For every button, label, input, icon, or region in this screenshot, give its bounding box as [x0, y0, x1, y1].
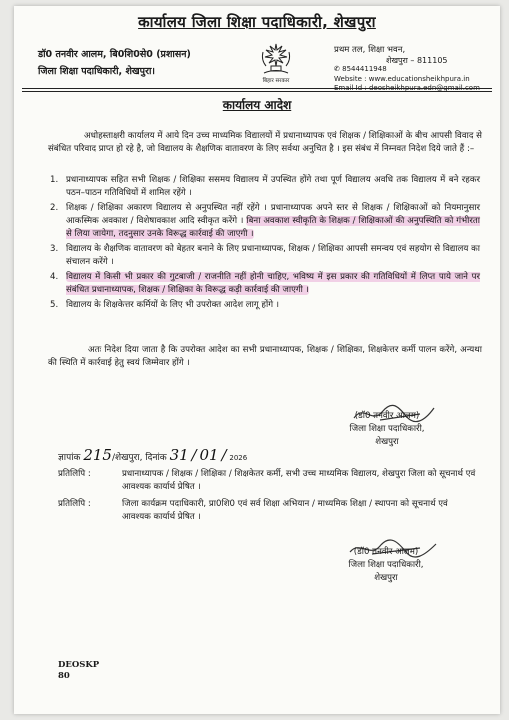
- direction-item: [50, 243, 480, 269]
- header-divider: [22, 88, 492, 89]
- dispatch-month: 01: [199, 446, 219, 464]
- direction-item: [50, 299, 480, 312]
- direction-number: 2.: [50, 203, 59, 213]
- officer-name: डॉ0 तनवीर आलम, बि0शि0से0 (प्रशासन): [38, 49, 191, 60]
- closing-paragraph: अतः निदेश दिया जाता है कि उपरोक्त आदेश का सभी प्रधानाध्यापक, शिक्षक / शिक्षिका, शिक्षकेत्तर कर्मी पालन करेंगे, अन्यथा की स्थिति में कार्रवाई हेतु स्वयं जिम्मेवार होंगे ।: [48, 345, 482, 368]
- signatory-place: शेखपुरा: [374, 573, 398, 583]
- direction-number: 4.: [50, 272, 59, 282]
- direction-text: [66, 202, 480, 241]
- phone-icon: ✆: [334, 65, 340, 73]
- dispatch-place: /शेखपुरा, दिनांक: [111, 453, 167, 463]
- direction-number: 1.: [50, 175, 59, 185]
- signatory-designation: जिला शिक्षा पदाधिकारी,: [349, 424, 425, 434]
- address-line-2: शेखपुरा – 811105: [386, 55, 448, 65]
- dispatch-year: 2026: [229, 454, 248, 462]
- signature-block: [316, 546, 456, 585]
- dispatch-line: ज्ञापांक 215/शेखपुरा, दिनांक 31 / 01 / 2026: [58, 446, 248, 464]
- phone-text: 8544411948: [342, 65, 387, 73]
- copy-text: प्रधानाध्यापक / शिक्षक / शिक्षिका / शिक्षकेतर कर्मी, सभी उच्च माध्यमिक विद्यालय, शेखपुरा जिला को सूचनार्थ एवं आवश्यक कार्यार्थ प्रेषित ।: [122, 469, 476, 492]
- email-link[interactable]: Email Id : deosheikhpura.edn@gmail.com: [334, 84, 480, 92]
- signatory-designation: जिला शिक्षा पदाधिकारी,: [348, 560, 424, 570]
- dispatch-number: 215: [83, 446, 112, 464]
- direction-plain-text: विद्यालय के शिक्षकेत्तर कर्मियों के लिए भी उपरोक्त आदेश लागू होंगे ।: [66, 300, 280, 310]
- office-title: कार्यालय जिला शिक्षा पदाधिकारी, शेखपुरा: [138, 13, 376, 31]
- signatory-name: (डॉ0 तनवीर आलम): [354, 411, 420, 421]
- signature-block: [322, 410, 452, 449]
- phone-number: [334, 65, 480, 75]
- signatory-name: (डॉ0 तनवीर आलम): [353, 547, 419, 557]
- direction-item: [50, 271, 480, 297]
- direction-plain-text: शिक्षक / शिक्षिका अकारण विद्यालय से अनुपस्थित नहीं रहेंगे । प्रधानाध्यापक अपने स्तर से शिक्षक / शिक्षिकाओं को नियमानुसार आकस्मिक अवकाश / विशेषावकाश आदि स्वीकृत करेंगे ।: [66, 203, 480, 226]
- header-divider-thin: [22, 91, 492, 92]
- bihar-emblem-icon: [260, 42, 292, 76]
- order-subject: कार्यालय आदेश: [222, 98, 292, 112]
- address-line-1: प्रथम तल, शिक्षा भवन,: [334, 45, 406, 55]
- footer-page-number: 80: [58, 671, 70, 681]
- document-page: [14, 6, 500, 714]
- signatory-place: शेखपुरा: [375, 437, 399, 447]
- direction-item: [50, 202, 480, 241]
- dispatch-label: ज्ञापांक: [58, 453, 81, 463]
- direction-text: [66, 243, 480, 269]
- copy-to-item: [58, 468, 478, 494]
- copy-label: प्रतिलिपि :: [58, 499, 91, 509]
- direction-number: 5.: [50, 300, 59, 310]
- footer-code: DEOSKP: [58, 660, 100, 670]
- dispatch-day: 31: [169, 446, 189, 464]
- highlighted-text: विद्यालय में किसी भी प्रकार की गुटबाजी / राजनीति नहीं होनी चाहिए, भविष्य में इस प्रकार की गतिविधियों में लिप्त पाये जाने पर संबंधित प्रधानाध्यापक, शिक्षक / शिक्षिका के विरूद्ध कड़ी कार्रवाई की जाएगी ।: [66, 272, 480, 295]
- address-block: [334, 46, 480, 94]
- footer-reference: [58, 660, 99, 682]
- copy-label: प्रतिलिपि :: [58, 469, 91, 479]
- intro-paragraph: अधोहस्ताक्षरी कार्यालय में आये दिन उच्च माध्यमिक विद्यालयों में प्रधानाध्यापक एवं शिक्षक / शिक्षिकाओं के बीच आपसी विवाद से संबंधित परिवाद प्राप्त हो रहे है, जो विद्यालय के शैक्षणिक वातावरण के लिए सर्वथा अनुचित है । इस संबंध में निम्नवत निदेश दिये जाते हैं :–: [48, 131, 482, 154]
- website-link[interactable]: Website : www.educationsheikhpura.in: [334, 74, 470, 83]
- directions-list: [50, 174, 480, 314]
- copy-to-item: [58, 498, 478, 524]
- officer-designation: जिला शिक्षा पदाधिकारी, शेखपुरा।: [38, 66, 156, 77]
- direction-plain-text: विद्यालय के शैक्षणिक वातावरण को बेहतर बनाने के लिए प्रधानाध्यापक, शिक्षक / शिक्षिका आपसी समन्वय एवं सहयोग से विद्यालय का संचालन करेंगे ।: [66, 244, 480, 267]
- direction-plain-text: प्रधानाध्यापक सहित सभी शिक्षक / शिक्षिका ससमय विद्यालय में उपस्थित होंगे तथा पूर्ण विद्यालय अवधि तक विद्यालय में बने रहकर पठन–पाठन गतिविधियों में शामिल रहेंगे ।: [66, 175, 480, 198]
- officer-block: [38, 46, 191, 80]
- direction-item: [50, 174, 480, 200]
- direction-text: [66, 299, 480, 312]
- direction-text: [66, 271, 480, 297]
- emblem-label: बिहार सरकार: [262, 78, 290, 84]
- copy-text: जिला कार्यक्रम पदाधिकारी, प्रा0शि0 एवं सर्व शिक्षा अभियान / माध्यमिक शिक्षा / स्थापना को सूचनार्थ एवं आवश्यक कार्यार्थ प्रेषित ।: [122, 499, 448, 522]
- highlighted-text: बिना अवकाश स्वीकृति के शिक्षक / शिक्षिकाओं की अनुपस्थिति को गंभीरता से लिया जायेगा, तदनुसार उनके विरूद्ध कार्रवाई की जाएगी ।: [66, 216, 480, 239]
- direction-text: [66, 174, 480, 200]
- direction-number: 3.: [50, 244, 59, 254]
